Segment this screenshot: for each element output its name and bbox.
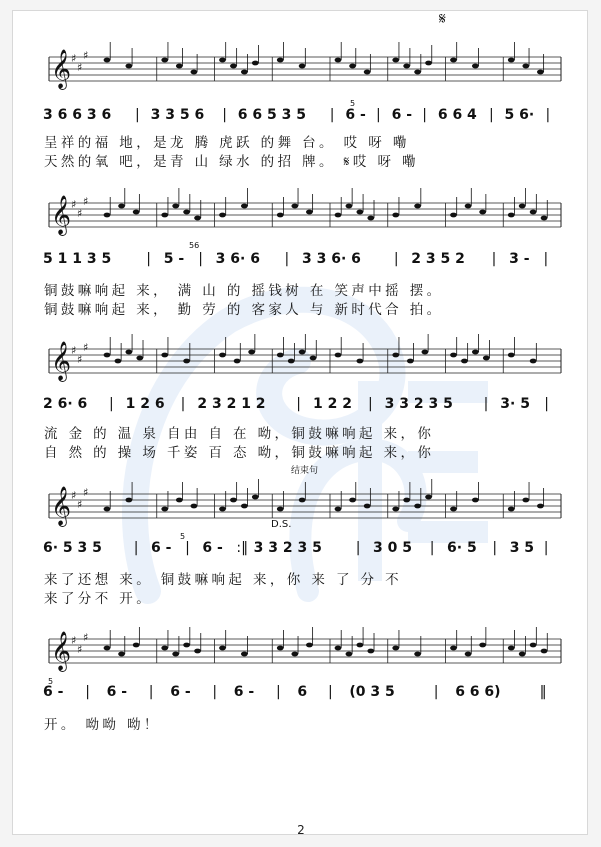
ds-mark: D.S. (271, 519, 292, 530)
jianpu-measure: 6 6 4 (437, 107, 477, 123)
notehead (508, 213, 515, 218)
notehead (356, 359, 363, 364)
notehead (299, 498, 306, 503)
notehead (219, 646, 226, 651)
notehead (230, 498, 237, 503)
notehead (530, 359, 537, 364)
lyric-line-3-1: 流 金 的 温 泉 自由 自 在 呦，铜鼓嘛响起 来，你 (44, 426, 435, 442)
jianpu-measure: 6 - (43, 684, 64, 700)
notehead (172, 204, 179, 209)
lyric-line-1-2: 天然的氧 吧，是青 山 绿水 的招 牌。 𝄋哎 呀 嘞 (44, 154, 419, 170)
jianpu-barline: | (355, 540, 361, 556)
notehead (104, 58, 111, 63)
notehead (161, 58, 168, 63)
jianpu-barline: | (544, 396, 549, 412)
notehead (349, 498, 356, 503)
notehead (277, 353, 284, 358)
notehead (541, 649, 548, 654)
jianpu-barline: | (180, 396, 186, 412)
notehead (133, 210, 140, 215)
notehead (367, 216, 374, 221)
notehead (537, 504, 544, 509)
notehead (306, 643, 313, 648)
jianpu-measure: 5 6· (504, 107, 535, 123)
notehead (115, 359, 122, 364)
sharp-icon: ♯ (83, 341, 89, 354)
lyric-line-2-1: 铜鼓嘛响起 来， 满 山 的 摇钱树 在 笑声中摇 摆。 (44, 283, 444, 299)
notehead (479, 210, 486, 215)
notehead (125, 498, 132, 503)
notehead (277, 58, 284, 63)
notehead (461, 359, 468, 364)
notehead (465, 204, 472, 209)
notehead (183, 643, 190, 648)
sharp-icon: ♯ (71, 198, 77, 211)
jianpu-measure: 6 6 5 3 5 (237, 107, 306, 123)
notehead (252, 61, 259, 66)
jianpu-measure: 6 - (202, 540, 223, 556)
notehead (335, 213, 342, 218)
jianpu-barline: | (222, 107, 227, 123)
notehead (277, 213, 284, 218)
notehead (194, 649, 201, 654)
jianpu-measure: 6 - (151, 540, 172, 556)
jianpu-measure: 3 5 (509, 540, 535, 556)
sharp-icon: ♯ (83, 195, 89, 208)
lyric-line-2-2: 铜鼓嘛响起 来， 勤 劳 的 客家人 与 新时代合 拍。 (44, 302, 444, 318)
sheet-paper (12, 10, 588, 835)
jianpu-barline: | (148, 684, 154, 700)
notehead (241, 204, 248, 209)
lyric-line-4-1: 来了还想 来。 铜鼓嘛响起 来，你 来 了 分 不 (44, 572, 403, 588)
jianpu-barline: | (483, 396, 489, 412)
jianpu-barline: | (133, 540, 139, 556)
notehead (291, 652, 298, 657)
lyric-line-5-1: 开。 呦呦 呦！ (44, 717, 161, 733)
notehead (530, 643, 537, 648)
notehead (183, 210, 190, 215)
page-number: 2 (297, 823, 305, 835)
jianpu-barline: ‖ (539, 684, 547, 700)
jianpu-barline: | (545, 107, 551, 123)
jianpu-barline: :‖ (236, 540, 249, 556)
notehead (346, 204, 353, 209)
notehead (530, 210, 537, 215)
jianpu-line-1 (13, 107, 588, 133)
notehead (125, 350, 132, 355)
jianpu-barline: | (212, 684, 218, 700)
treble-clef-icon: 𝄞 (51, 341, 72, 381)
notehead (367, 649, 374, 654)
sharp-icon: ♯ (77, 498, 83, 511)
segno-mark: 𝄋 (439, 10, 446, 28)
jianpu-line-5 (13, 684, 588, 710)
jianpu-measure: 6 - (391, 107, 413, 123)
jianpu-barline: | (85, 684, 90, 700)
jianpu-line-3 (13, 396, 588, 422)
grace-note-5c: 5 (48, 677, 54, 686)
notehead (335, 646, 342, 651)
jianpu-measure: 5 - (163, 251, 185, 267)
notehead (450, 646, 457, 651)
jianpu-measure: 3 - (509, 251, 530, 267)
jianpu-barline: | (433, 684, 439, 700)
jianpu-measure: 5 1 1 3 5 (43, 251, 112, 267)
jianpu-measure: 6· 5 (447, 540, 477, 556)
sharp-icon: ♯ (77, 643, 83, 656)
jianpu-measure: 6 6 6) (455, 684, 501, 700)
jianpu-barline: | (327, 684, 333, 700)
grace-note-56: 56 (189, 241, 200, 250)
jianpu-barline: | (108, 396, 114, 412)
notehead (299, 350, 306, 355)
notehead (519, 204, 526, 209)
notehead (241, 652, 248, 657)
notehead (519, 652, 526, 657)
jianpu-measure: 3 3 2 3 5 (253, 540, 322, 556)
notehead (450, 213, 457, 218)
notehead (241, 70, 248, 75)
notehead (299, 64, 306, 69)
notehead (310, 356, 317, 361)
notehead (450, 353, 457, 358)
jianpu-barline: | (296, 396, 301, 412)
notehead (335, 58, 342, 63)
notehead (234, 359, 241, 364)
notehead (541, 216, 548, 221)
jianpu-barline: | (422, 107, 427, 123)
lyric-line-1-1: 呈祥的福 地，是龙 腾 虎跃 的舞 台。 哎 呀 嘞 (44, 135, 410, 151)
notehead (472, 350, 479, 355)
notehead (191, 70, 198, 75)
notehead (133, 643, 140, 648)
notehead (161, 353, 168, 358)
jianpu-barline: | (367, 396, 373, 412)
notehead (472, 498, 479, 503)
sharp-icon: ♯ (77, 207, 83, 220)
notehead (508, 507, 515, 512)
notehead (219, 213, 226, 218)
notehead (356, 210, 363, 215)
treble-clef-icon: 𝄞 (51, 631, 72, 671)
notehead (364, 70, 371, 75)
notehead (219, 353, 226, 358)
treble-clef-icon: 𝄞 (51, 486, 72, 526)
notehead (364, 504, 371, 509)
sharp-icon: ♯ (83, 486, 89, 499)
jianpu-barline: | (276, 684, 281, 700)
notehead (414, 652, 421, 657)
jianpu-line-2 (13, 251, 588, 277)
lyric-line-4-2: 来了分不 开。 (44, 591, 154, 607)
jianpu-measure: 6· 5 3 5 (43, 540, 102, 556)
sharp-icon: ♯ (83, 49, 89, 62)
notehead (450, 507, 457, 512)
notehead (335, 353, 342, 358)
jianpu-barline: | (198, 251, 203, 267)
jianpu-measure: 3 3 6· 6 (302, 251, 361, 267)
notehead (104, 213, 111, 218)
notehead (161, 507, 168, 512)
jianpu-measure: 3 3 2 3 5 (384, 396, 453, 412)
jianpu-barline: | (488, 107, 494, 123)
sharp-icon: ♯ (83, 631, 89, 644)
notehead (252, 495, 259, 500)
jianpu-barline: | (146, 251, 152, 267)
jianpu-measure: 6 - (106, 684, 128, 700)
jianpu-line-4 (13, 540, 588, 566)
notehead (346, 652, 353, 657)
notehead (465, 652, 472, 657)
notehead (414, 204, 421, 209)
notehead (508, 646, 515, 651)
notehead (356, 643, 363, 648)
jianpu-measure: 1 2 6 (125, 396, 165, 412)
jianpu-barline: | (185, 540, 190, 556)
notehead (118, 204, 125, 209)
notehead (291, 204, 298, 209)
lyric-line-3-2: 自 然 的 操 场 千姿 百 态 呦，铜鼓嘛响起 来，你 (44, 445, 435, 461)
jianpu-measure: 3 6 6 3 6 (43, 107, 112, 123)
notehead (104, 507, 111, 512)
notehead (403, 64, 410, 69)
notehead (104, 353, 111, 358)
notehead (230, 64, 237, 69)
jianpu-barline: | (284, 251, 290, 267)
jianpu-measure: 3 3 5 6 (150, 107, 205, 123)
jianpu-barline: | (329, 107, 335, 123)
notehead (403, 498, 410, 503)
jianpu-measure: 3· 5 (500, 396, 530, 412)
notehead (191, 504, 198, 509)
jianpu-measure: 6 - (170, 684, 191, 700)
sharp-icon: ♯ (77, 61, 83, 74)
notehead (508, 353, 515, 358)
notehead (335, 507, 342, 512)
notehead (219, 507, 226, 512)
notehead (392, 507, 399, 512)
jianpu-barline: | (491, 251, 497, 267)
sharp-icon: ♯ (71, 344, 77, 357)
notehead (422, 350, 429, 355)
notehead (483, 356, 490, 361)
notehead (522, 64, 529, 69)
jianpu-measure: 6 (297, 684, 308, 700)
notehead (118, 652, 125, 657)
jianpu-measure: 3 0 5 (373, 540, 413, 556)
notehead (450, 58, 457, 63)
jianpu-barline: | (492, 540, 498, 556)
jianpu-barline: | (376, 107, 381, 123)
notehead (522, 498, 529, 503)
jianpu-measure: 3 6· 6 (215, 251, 260, 267)
notehead (472, 64, 479, 69)
notehead (392, 646, 399, 651)
jianpu-barline: | (135, 107, 140, 123)
jianpu-measure: 2 6· 6 (43, 396, 88, 412)
notehead (306, 210, 313, 215)
jianpu-measure: 6 - (345, 107, 366, 123)
notehead (241, 504, 248, 509)
notehead (537, 70, 544, 75)
notehead (183, 359, 190, 364)
notehead (508, 58, 515, 63)
jianpu-measure: (0 3 5 (349, 684, 395, 700)
notehead (104, 646, 111, 651)
notehead (176, 498, 183, 503)
treble-clef-icon: 𝄞 (51, 49, 72, 89)
notehead (176, 64, 183, 69)
notehead (392, 58, 399, 63)
notehead (392, 353, 399, 358)
notehead (349, 64, 356, 69)
notehead (161, 213, 168, 218)
grace-note-5a: 5 (350, 99, 356, 108)
jianpu-measure: 2 3 2 1 2 (197, 396, 266, 412)
notehead (219, 58, 226, 63)
notehead (414, 504, 421, 509)
notehead (194, 216, 201, 221)
jianpu-barline: | (543, 540, 549, 556)
sharp-icon: ♯ (71, 489, 77, 502)
ending-label: 结束句 (291, 466, 319, 476)
notehead (248, 350, 255, 355)
notehead (277, 507, 284, 512)
notehead (414, 70, 421, 75)
notehead (407, 359, 414, 364)
sharp-icon: ♯ (71, 634, 77, 647)
jianpu-barline: | (429, 540, 435, 556)
jianpu-barline: | (393, 251, 399, 267)
grace-note-5b: 5 (180, 532, 186, 541)
jianpu-measure: 1 2 2 (312, 396, 352, 412)
notehead (425, 61, 432, 66)
sharp-icon: ♯ (77, 353, 83, 366)
notehead (136, 356, 143, 361)
treble-clef-icon: 𝄞 (51, 195, 72, 235)
jianpu-measure: 6 - (233, 684, 255, 700)
notehead (172, 652, 179, 657)
notehead (479, 643, 486, 648)
notehead (288, 359, 295, 364)
jianpu-barline: | (543, 251, 549, 267)
notehead (125, 64, 132, 69)
notehead (161, 646, 168, 651)
jianpu-measure: 2 3 5 2 (411, 251, 465, 267)
notehead (425, 495, 432, 500)
notehead (392, 213, 399, 218)
sharp-icon: ♯ (71, 52, 77, 65)
notehead (277, 646, 284, 651)
